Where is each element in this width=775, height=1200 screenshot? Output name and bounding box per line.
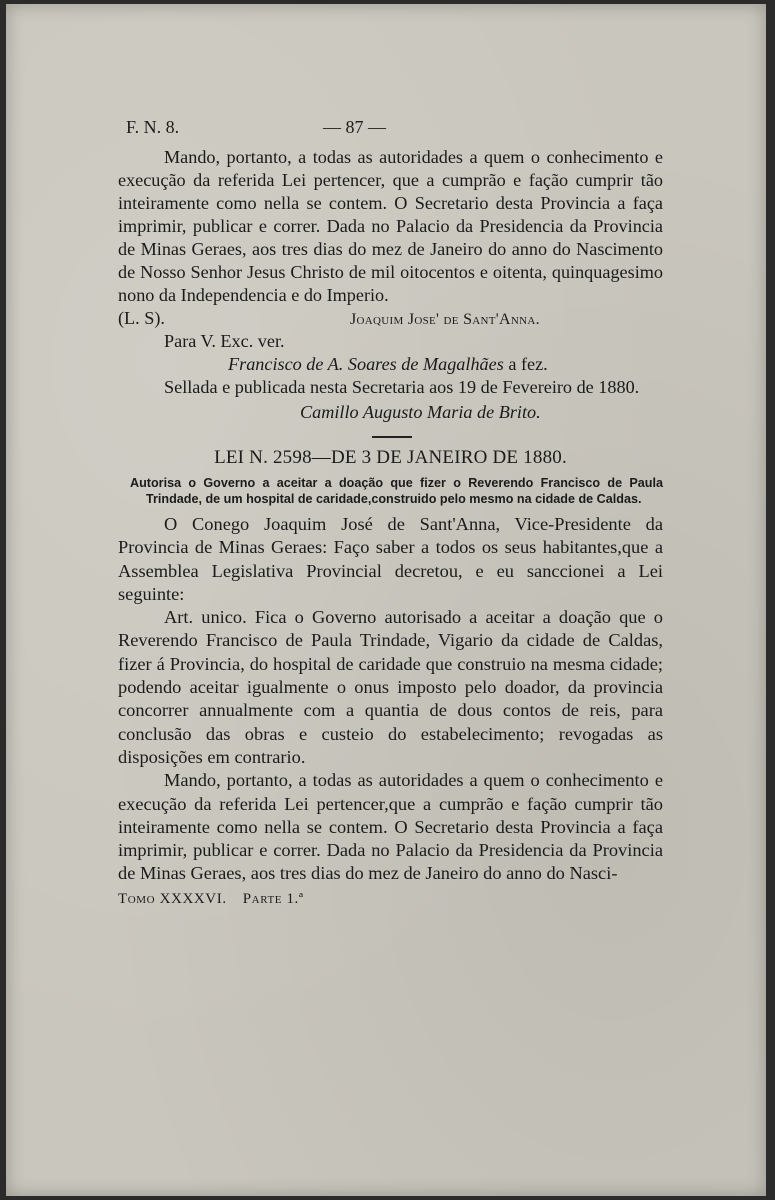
francisco-line — [118, 353, 663, 376]
page-header — [118, 116, 663, 146]
fez-text: a fez. — [503, 354, 548, 374]
signer-name: Joaquim Jose' de Sant'Anna. — [350, 311, 540, 328]
law-title: LEI N. 2598—DE 3 DE JANEIRO DE 1880. — [214, 447, 567, 468]
page-content — [118, 116, 663, 911]
part-label: Parte 1.ª — [242, 890, 304, 907]
closing-paragraph-1: Mando, portanto, a todas as autoridades a quem o conhecimento e execução da referida Lei pertencer, que a cumprão e fação cumprir tão inteiramente como nella se contem. O Secretario desta Provincia a faça imprimir, publicar e correr. Dada no Palacio da Presidencia da Provincia de Minas Geraes, aos tres dias do mez de Janeiro do anno do Nascimento de Nosso Senhor Jesus Christo de mil oitocentos e oitenta, quinquagesimo nono da Independencia e do Imperio. — [118, 147, 663, 305]
sellada-paragraph: Sellada e publicada nesta Secretaria aos 19 de Fevereiro de 1880. — [164, 377, 640, 397]
section-divider — [372, 436, 412, 438]
seal-mark: (L. S). — [118, 308, 165, 328]
volume-label: Tomo XXXXVI. — [118, 890, 227, 907]
header-signature-mark: F. N. 8. — [126, 117, 180, 137]
scanned-page — [6, 4, 766, 1196]
page-number: — 87 — — [323, 117, 386, 137]
signature-row — [118, 307, 663, 330]
page-footer — [118, 888, 663, 911]
francisco-name: Francisco de A. Soares de Magalhães — [228, 354, 504, 374]
closing-paragraph-2: Mando, portanto, a todas as autoridades a quem o conhecimento e execução da referida Lei pertencer,que a cumprão e fação cumprir tão inteiramente como nella se contem. O Secretario desta Provincia a faça imprimir, publicar e correr. Dada no Palacio da Presidencia da Provincia de Minas Geraes, aos tres dias do mez de Janeiro do anno do Nasci- — [118, 770, 663, 884]
article-paragraph: Art. unico. Fica o Governo autorisado a aceitar a doação que o Reverendo Francisco de Paula Trindade, Vigario da cidade de Caldas, fizer á Provincia, do hospital de caridade que construio na mesma cidade; podendo aceitar igualmente o onus imposto pelo doador, da provincia concorrer annualmente com a quantia de dous contos de reis, para conclusão das obras e custeio do estabelecimento; revogadas as disposições em contrario. — [118, 607, 663, 767]
para-v-exc-line: Para V. Exc. ver. — [164, 331, 285, 351]
secretary-signature: Camillo Augusto Maria de Brito. — [300, 402, 541, 422]
law-summary: Autorisa o Governo a aceitar a doação que fizer o Reverendo Francisco de Paula Trindade, de um hospital de caridade,construido pelo mesmo na cidade de Caldas. — [130, 476, 663, 506]
law-body — [118, 513, 663, 886]
preamble-paragraph: O Conego Joaquim José de Sant'Anna, Vice-Presidente da Provincia de Minas Geraes: Faço saber a todos os seus habitantes,que a Assemblea Legislativa Provincial decretou, e eu sanccionei a Lei seguinte: — [118, 514, 663, 604]
